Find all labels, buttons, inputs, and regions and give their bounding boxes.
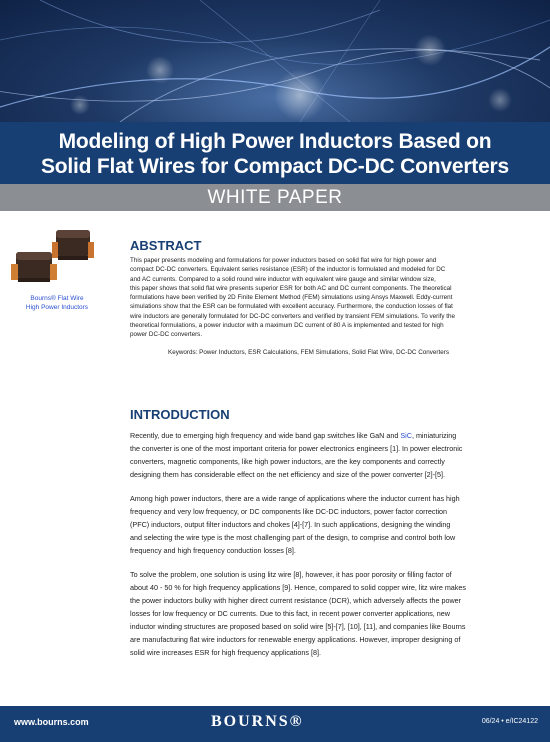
intro-line: the power inductors bulky with higher direct current resistance (DCR), which adversely affects the power	[130, 596, 462, 605]
intro-line: (PFC) inductors, output filter inductors and chokes [4]-[7]. In such applications, designing the winding	[130, 520, 451, 529]
intro-line: Among high power inductors, there are a wide range of applications where the inductor current has high	[130, 494, 460, 503]
hero-banner	[0, 0, 550, 122]
product-caption-line-1: Bourns® Flat Wire	[30, 295, 84, 302]
intro-line: are manufacturing flat wire inductors for renewable energy applications. However, improper designing of	[130, 635, 461, 644]
intro-line: inductor winding structures are proposed based on solid wire [5]-[7], [10], [11], and companies like Bourns	[130, 622, 466, 631]
intro-line: frequency and high frequency conduction losses [8].	[130, 546, 296, 555]
document-type-band	[0, 184, 550, 211]
abstract-line: This paper presents modeling and formulations for power inductors based on solid flat wire for high power and	[130, 257, 437, 264]
product-caption	[8, 294, 106, 312]
abstract-line: simulations show that the ESR can be formulated with excellent accuracy. Furthermore, the conduction losses of flat	[130, 303, 453, 311]
abstract-line: power DC-DC converters.	[130, 331, 203, 339]
hero-light-streaks	[0, 0, 550, 122]
keywords-line: Keywords: Power Inductors, ESR Calculations, FEM Simulations, Solid Flat Wire, DC-DC Converters	[168, 348, 449, 356]
abstract-line: compact DC-DC converters. Equivalent series resistance (ESR) of the inductor is formulated and modeled for DC	[130, 266, 446, 274]
document-type-label: WHITE PAPER	[207, 187, 343, 208]
page-title-line-2: Solid Flat Wires for Compact DC-DC Converters	[40, 155, 510, 178]
intro-paragraph-2	[130, 492, 540, 557]
title-band	[0, 122, 550, 184]
intro-line: about 40 - 50 % for high frequency applications [9]. Hence, compared to solid copper wire, litz wire makes	[130, 583, 466, 592]
product-caption-line-2: High Power Inductors	[25, 304, 89, 311]
abstract-line: theoretical formulations, a power inductor with a maximum DC current of 80 A is implemented and tested for high	[130, 322, 444, 330]
abstract-line: this paper shows that solid flat wire presents superior ESR for both AC and DC current components. The theoretical	[130, 284, 452, 292]
intro-line: designing them has considerable effect on the net efficiency and size of the power converter [2]-[5].	[130, 470, 445, 479]
page-footer	[0, 706, 550, 742]
website-link[interactable]: www.bourns.com	[14, 717, 89, 727]
intro-line: converters, magnetic components, like high power inductors, are the key components and correctly	[130, 457, 445, 466]
abstract-line: and AC currents. Compared to a solid round wire inductor with equivalent wire gauge and similar window size,	[130, 275, 436, 283]
intro-line-end: , miniaturizing	[411, 431, 457, 440]
abstract-body	[130, 256, 540, 340]
intro-line: Recently, due to emerging high frequency and wide band gap switches like GaN and	[130, 431, 401, 440]
intro-line: solid wire increases ESR for high frequency applications [8].	[130, 648, 321, 657]
document-code: 06/24 • e/IC24122	[481, 718, 538, 725]
introduction-section	[130, 407, 540, 659]
intro-line: and selecting the wire type is the most challenging part of the design, to comprise and control both low	[130, 533, 456, 542]
abstract-line: wire inductors are generally formulated for DC-DC converters and verified by transient FEM simulations. To verify the	[130, 312, 456, 320]
abstract-section	[130, 238, 540, 357]
intro-line: losses for low frequency or DC currents. Due to this fact, in recent power converter applications, new	[130, 609, 450, 618]
intro-line: the converter is one of the most important criteria for power electronics engineers [1]. In power electronic	[130, 444, 463, 453]
abstract-heading: ABSTRACT	[130, 238, 202, 253]
abstract-line: formulations have been verified by 2D Finite Element Method (FEM) simulations using Ansys Maxwell. Eddy-current	[130, 294, 453, 302]
intro-paragraph-1	[130, 429, 540, 481]
inductor-icon	[8, 222, 106, 288]
bourns-logo: BOURNS®	[211, 713, 304, 730]
intro-line: frequency and very low frequency, or DC components like DC-DC inductors, power factor correction	[130, 507, 448, 516]
product-sidebar	[8, 222, 106, 312]
inductor-product-image	[8, 222, 106, 288]
intro-paragraph-3	[130, 568, 540, 659]
page-title-line-1: Modeling of High Power Inductors Based on	[58, 130, 492, 153]
introduction-heading: INTRODUCTION	[130, 407, 230, 422]
sic-link[interactable]: SiC	[400, 431, 412, 440]
intro-line: To solve the problem, one solution is using litz wire [8], however, it has poor porosity or filling factor of	[130, 570, 452, 579]
